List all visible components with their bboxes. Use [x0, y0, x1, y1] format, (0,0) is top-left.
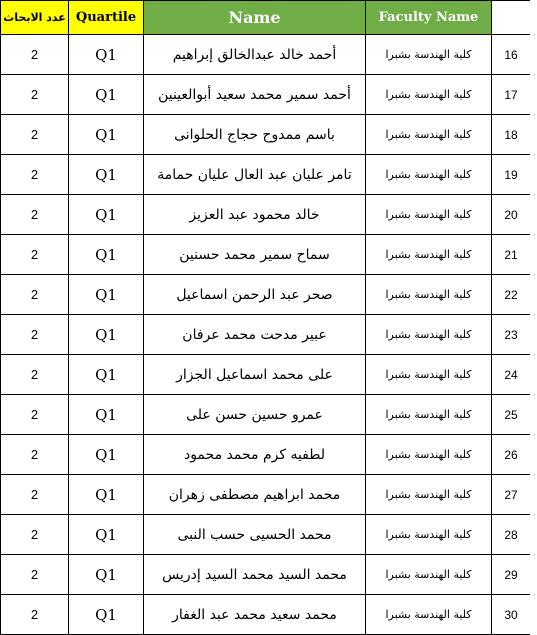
header-row	[1, 1, 531, 35]
cell-row-number[interactable]: 25	[492, 395, 531, 435]
spreadsheet-body	[1, 1, 531, 635]
cell-row-number[interactable]: 23	[492, 315, 531, 355]
cell-research-count[interactable]: 2	[1, 195, 69, 235]
table-row	[1, 315, 531, 355]
table-row	[1, 435, 531, 475]
cell-research-count[interactable]: 2	[1, 515, 69, 555]
cell-row-number[interactable]: 30	[492, 595, 531, 635]
cell-quartile[interactable]: Q1	[69, 355, 144, 395]
cell-row-number[interactable]: 21	[492, 235, 531, 275]
cell-faculty-name[interactable]: كلية الهندسة بشبرا	[366, 155, 492, 195]
cell-name[interactable]: على محمد اسماعيل الجزار	[144, 355, 366, 395]
table-row	[1, 35, 531, 75]
cell-name[interactable]: محمد ابراهيم مصطفى زهران	[144, 475, 366, 515]
cell-quartile[interactable]: Q1	[69, 515, 144, 555]
cell-faculty-name[interactable]: كلية الهندسة بشبرا	[366, 395, 492, 435]
cell-research-count[interactable]: 2	[1, 595, 69, 635]
cell-quartile[interactable]: Q1	[69, 595, 144, 635]
cell-quartile[interactable]: Q1	[69, 35, 144, 75]
header-faculty-name[interactable]: Faculty Name	[366, 1, 492, 35]
table-row	[1, 235, 531, 275]
cell-name[interactable]: باسم ممدوح حجاج الحلوانى	[144, 115, 366, 155]
cell-faculty-name[interactable]: كلية الهندسة بشبرا	[366, 235, 492, 275]
cell-research-count[interactable]: 2	[1, 275, 69, 315]
cell-name[interactable]: خالد محمود عبد العزيز	[144, 195, 366, 235]
cell-quartile[interactable]: Q1	[69, 235, 144, 275]
cell-row-number[interactable]: 26	[492, 435, 531, 475]
cell-name[interactable]: محمد سعيد محمد عبد الغفار	[144, 595, 366, 635]
cell-name[interactable]: عبير مدحت محمد عرفان	[144, 315, 366, 355]
cell-research-count[interactable]: 2	[1, 435, 69, 475]
cell-research-count[interactable]: 2	[1, 355, 69, 395]
cell-research-count[interactable]: 2	[1, 395, 69, 435]
cell-faculty-name[interactable]: كلية الهندسة بشبرا	[366, 555, 492, 595]
table-row	[1, 595, 531, 635]
cell-row-number[interactable]: 18	[492, 115, 531, 155]
header-quartile[interactable]: Quartile	[69, 1, 144, 35]
cell-research-count[interactable]: 2	[1, 35, 69, 75]
table-row	[1, 395, 531, 435]
cell-row-number[interactable]: 20	[492, 195, 531, 235]
cell-row-number[interactable]: 19	[492, 155, 531, 195]
cell-faculty-name[interactable]: كلية الهندسة بشبرا	[366, 195, 492, 235]
table-row	[1, 195, 531, 235]
cell-faculty-name[interactable]: كلية الهندسة بشبرا	[366, 115, 492, 155]
table-row	[1, 515, 531, 555]
table-row	[1, 475, 531, 515]
cell-faculty-name[interactable]: كلية الهندسة بشبرا	[366, 315, 492, 355]
cell-quartile[interactable]: Q1	[69, 75, 144, 115]
cell-faculty-name[interactable]: كلية الهندسة بشبرا	[366, 515, 492, 555]
header-row-number[interactable]	[492, 1, 531, 35]
cell-quartile[interactable]: Q1	[69, 395, 144, 435]
cell-quartile[interactable]: Q1	[69, 155, 144, 195]
sheet-right-edge	[530, 0, 537, 635]
cell-research-count[interactable]: 2	[1, 555, 69, 595]
cell-row-number[interactable]: 22	[492, 275, 531, 315]
cell-row-number[interactable]: 17	[492, 75, 531, 115]
cell-research-count[interactable]: 2	[1, 115, 69, 155]
cell-research-count[interactable]: 2	[1, 315, 69, 355]
table-row	[1, 115, 531, 155]
cell-row-number[interactable]: 24	[492, 355, 531, 395]
cell-name[interactable]: أحمد خالد عبدالخالق إبراهيم	[144, 35, 366, 75]
cell-faculty-name[interactable]: كلية الهندسة بشبرا	[366, 275, 492, 315]
cell-research-count[interactable]: 2	[1, 475, 69, 515]
table-row	[1, 155, 531, 195]
cell-row-number[interactable]: 16	[492, 35, 531, 75]
table-row	[1, 75, 531, 115]
cell-name[interactable]: محمد الحسيى حسب النبى	[144, 515, 366, 555]
cell-research-count[interactable]: 2	[1, 235, 69, 275]
cell-faculty-name[interactable]: كلية الهندسة بشبرا	[366, 475, 492, 515]
table-row	[1, 275, 531, 315]
cell-quartile[interactable]: Q1	[69, 435, 144, 475]
cell-name[interactable]: أحمد سمير محمد سعيد أبوالعينين	[144, 75, 366, 115]
cell-quartile[interactable]: Q1	[69, 195, 144, 235]
cell-name[interactable]: تامر عليان عبد العال عليان حمامة	[144, 155, 366, 195]
cell-research-count[interactable]: 2	[1, 75, 69, 115]
cell-faculty-name[interactable]: كلية الهندسة بشبرا	[366, 75, 492, 115]
cell-name[interactable]: صحر عبد الرحمن اسماعيل	[144, 275, 366, 315]
cell-name[interactable]: لطفيه كرم محمد محمود	[144, 435, 366, 475]
cell-faculty-name[interactable]: كلية الهندسة بشبرا	[366, 435, 492, 475]
cell-quartile[interactable]: Q1	[69, 475, 144, 515]
cell-row-number[interactable]: 28	[492, 515, 531, 555]
cell-row-number[interactable]: 29	[492, 555, 531, 595]
table-row	[1, 355, 531, 395]
header-name[interactable]: Name	[144, 1, 366, 35]
cell-quartile[interactable]: Q1	[69, 275, 144, 315]
cell-research-count[interactable]: 2	[1, 155, 69, 195]
cell-quartile[interactable]: Q1	[69, 315, 144, 355]
header-research-count[interactable]: عدد الابحاث	[1, 1, 69, 35]
cell-row-number[interactable]: 27	[492, 475, 531, 515]
cell-name[interactable]: سماح سمير محمد حسنين	[144, 235, 366, 275]
cell-quartile[interactable]: Q1	[69, 115, 144, 155]
cell-faculty-name[interactable]: كلية الهندسة بشبرا	[366, 595, 492, 635]
cell-faculty-name[interactable]: كلية الهندسة بشبرا	[366, 355, 492, 395]
table-row	[1, 555, 531, 595]
cell-name[interactable]: عمرو حسين حسن على	[144, 395, 366, 435]
cell-faculty-name[interactable]: كلية الهندسة بشبرا	[366, 35, 492, 75]
cell-name[interactable]: محمد السيد محمد السيد إدريس	[144, 555, 366, 595]
cell-quartile[interactable]: Q1	[69, 555, 144, 595]
